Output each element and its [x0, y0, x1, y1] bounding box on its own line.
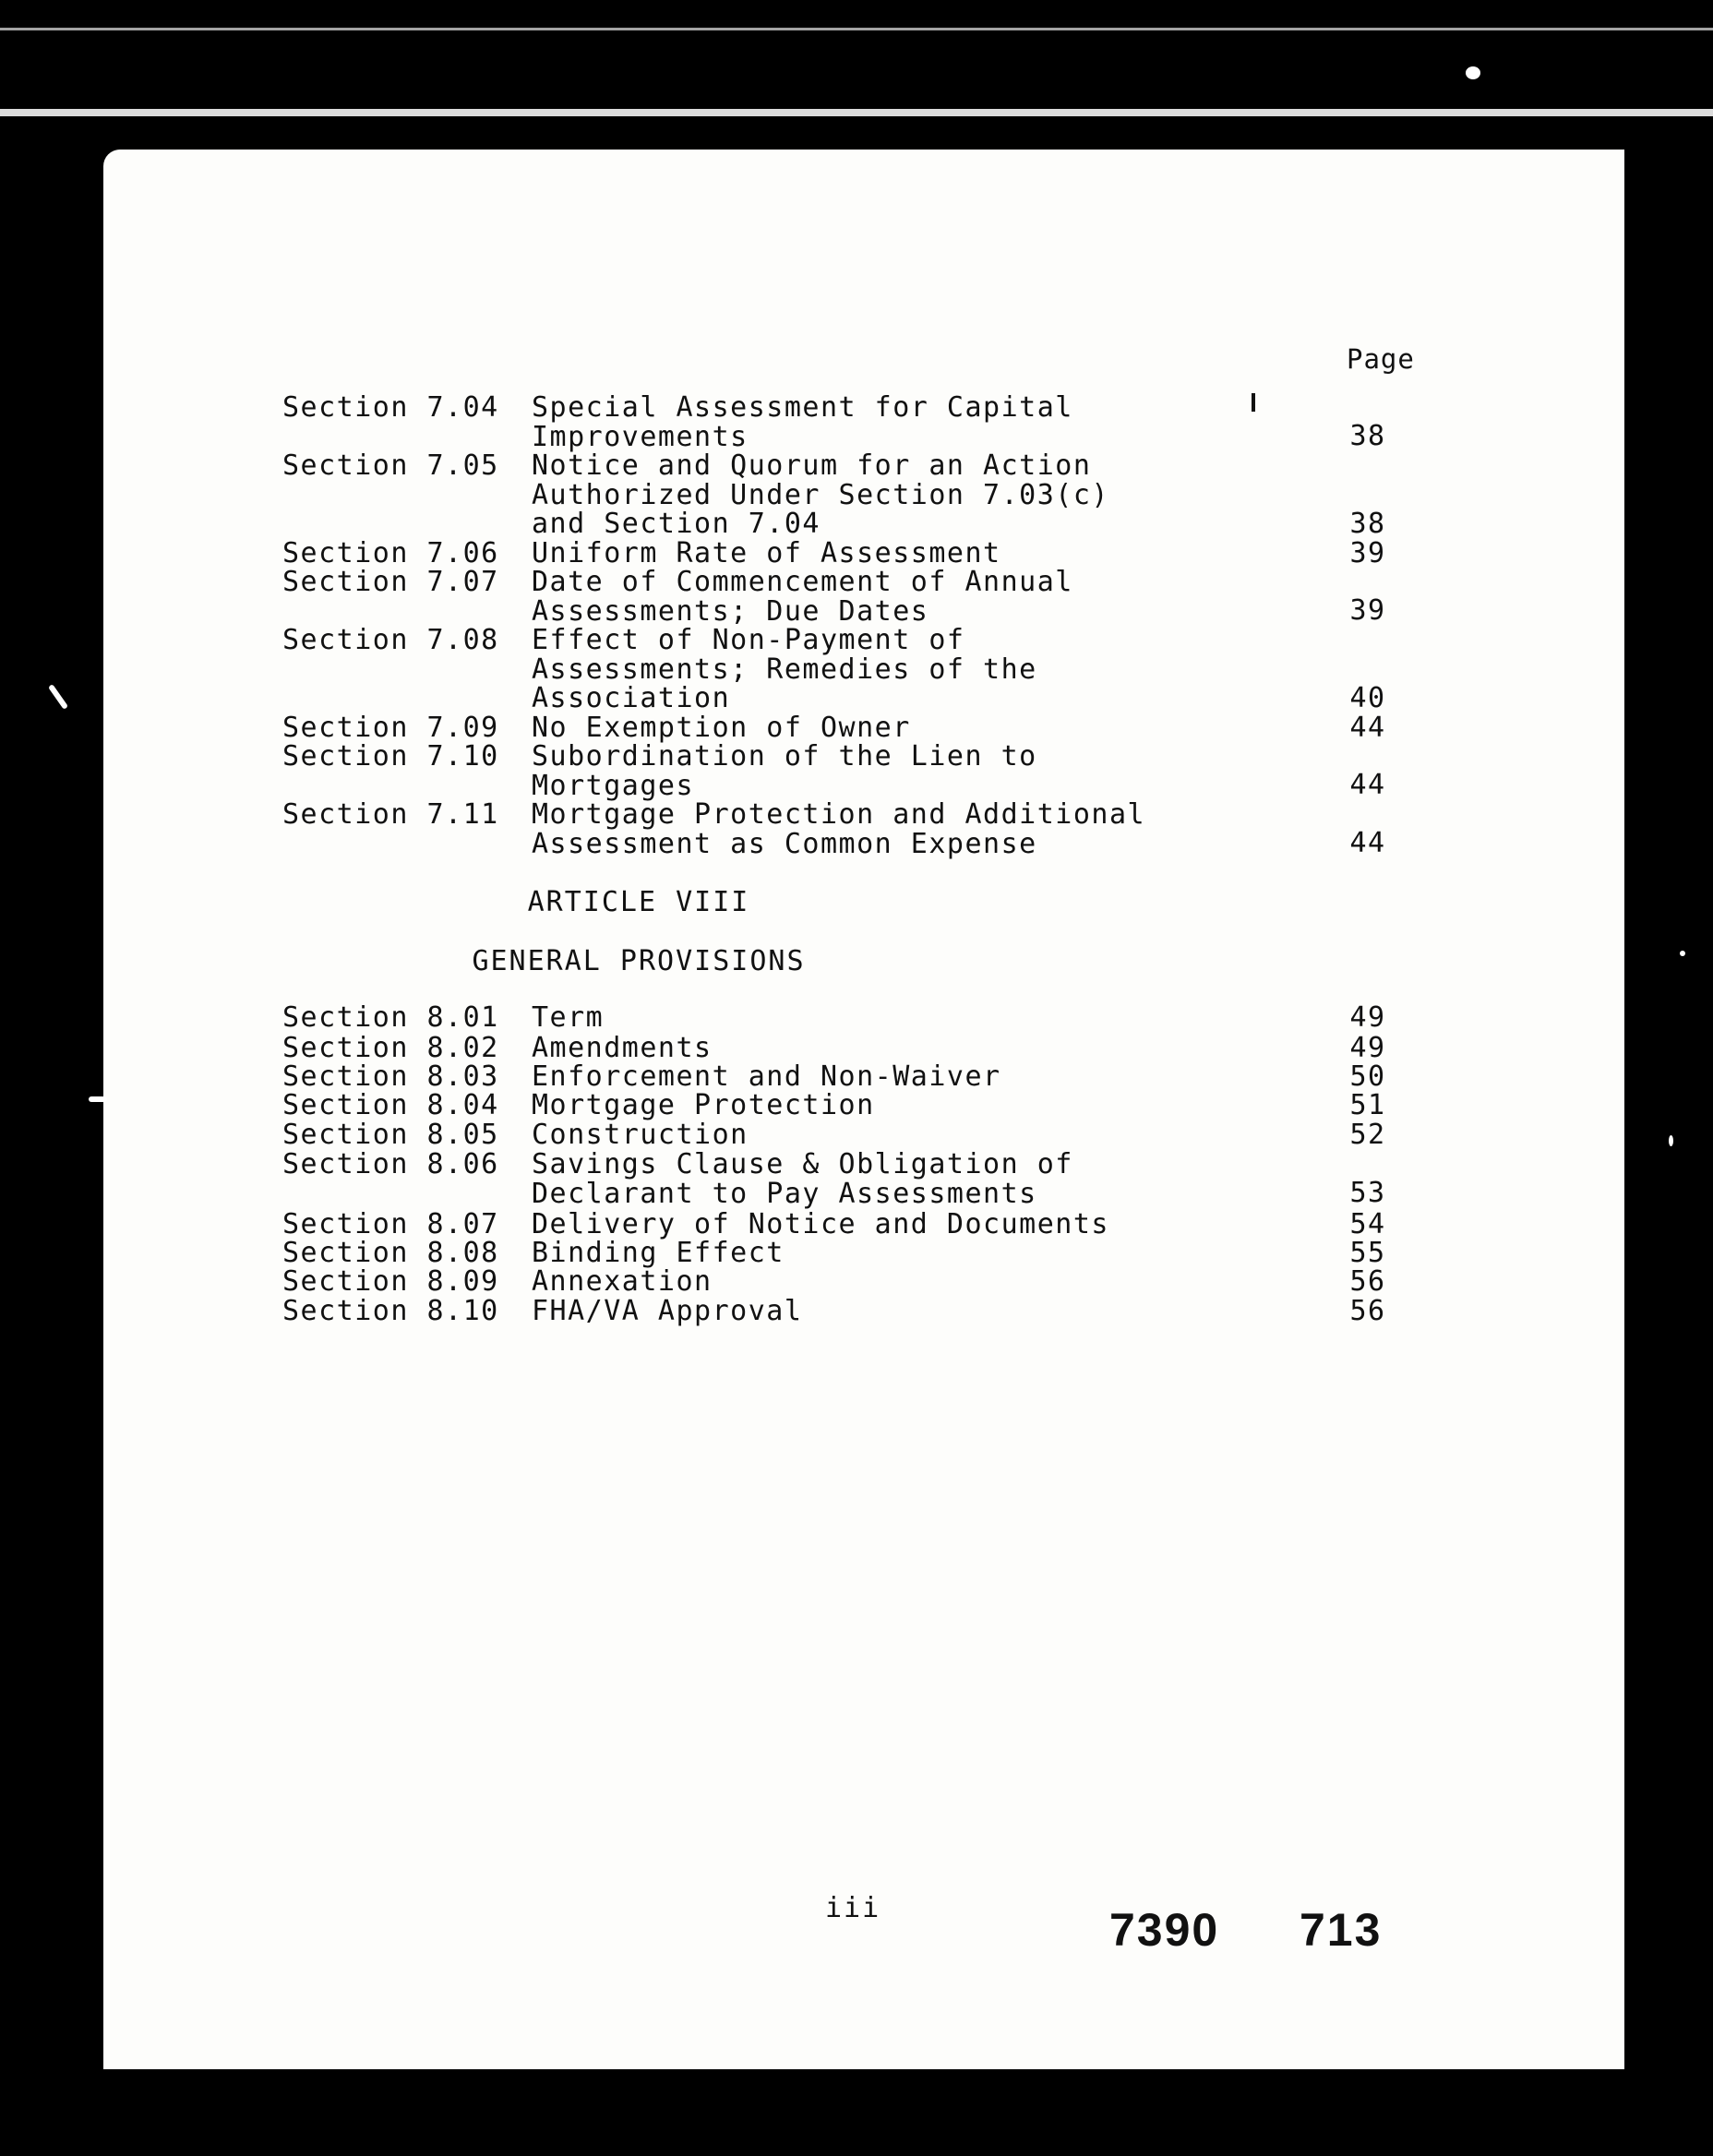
scan-speck	[1466, 66, 1480, 79]
scan-speck	[1669, 1135, 1673, 1146]
article-heading: ARTICLE VIII	[527, 886, 750, 918]
section-number: Section 7.08	[282, 624, 499, 656]
section-number: Section 8.04	[282, 1089, 499, 1121]
section-number: Section 8.08	[282, 1237, 499, 1269]
section-title: Delivery of Notice and Documents	[532, 1208, 1109, 1240]
section-title: No Exemption of Owner	[532, 712, 911, 744]
section-title: Effect of Non-Payment of Assessments; Remedies of the Association	[532, 624, 1037, 714]
section-number: Section 7.09	[282, 712, 499, 744]
scan-streak	[0, 109, 1713, 116]
section-number: Section 7.06	[282, 537, 499, 569]
scan-streak	[0, 28, 1713, 30]
section-number: Section 8.06	[282, 1148, 499, 1180]
page-number: 44	[1349, 827, 1386, 859]
section-title: Savings Clause & Obligation of Declarant to Pay Assessments	[532, 1148, 1073, 1210]
stamp-number: 713	[1300, 1904, 1383, 1956]
section-title: Uniform Rate of Assessment	[532, 537, 1001, 569]
section-title: Date of Commencement of Annual Assessments; Due Dates	[532, 566, 1073, 628]
section-title: Mortgage Protection and Additional Assessment as Common Expense	[532, 798, 1146, 860]
folio-number: iii	[825, 1892, 881, 1924]
page-number: 52	[1349, 1119, 1386, 1151]
section-title: Annexation	[532, 1265, 713, 1298]
page-number: 55	[1349, 1237, 1386, 1269]
section-number: Section 8.01	[282, 1001, 499, 1034]
section-title: Special Assessment for Capital Improvements	[532, 391, 1073, 453]
page-number: 49	[1349, 1032, 1386, 1064]
document-page	[103, 150, 1624, 2069]
scan-speck	[89, 1096, 107, 1102]
page-number: 50	[1349, 1060, 1386, 1093]
page-number: 56	[1349, 1265, 1386, 1298]
section-title: Amendments	[532, 1032, 713, 1064]
section-number: Section 8.10	[282, 1295, 499, 1327]
section-title: Construction	[532, 1119, 749, 1151]
section-number: Section 7.04	[282, 391, 499, 424]
page-column-label: Page	[1347, 343, 1415, 375]
page-number: 40	[1349, 682, 1386, 714]
page-number: 51	[1349, 1089, 1386, 1121]
page-number: 39	[1349, 594, 1386, 627]
section-number: Section 8.05	[282, 1119, 499, 1151]
section-number: Section 7.07	[282, 566, 499, 598]
page-number: 44	[1349, 712, 1386, 744]
section-number: Section 8.02	[282, 1032, 499, 1064]
scan-speck	[1680, 951, 1685, 956]
stamp-number: 7390	[1109, 1904, 1220, 1956]
page-number: 53	[1349, 1177, 1386, 1209]
page-number: 56	[1349, 1295, 1386, 1327]
section-number: Section 7.10	[282, 740, 499, 773]
section-number: Section 7.05	[282, 449, 499, 482]
section-title: Term	[532, 1001, 605, 1034]
section-number: Section 8.09	[282, 1265, 499, 1298]
section-number: Section 7.11	[282, 798, 499, 831]
section-title: Subordination of the Lien to Mortgages	[532, 740, 1037, 802]
section-title: Binding Effect	[532, 1237, 785, 1269]
scan-speck	[48, 684, 68, 710]
margin-mark	[1252, 393, 1255, 412]
page-number: 39	[1349, 537, 1386, 569]
article-subheading: GENERAL PROVISIONS	[472, 945, 806, 977]
section-title: Enforcement and Non-Waiver	[532, 1060, 1001, 1093]
section-title: Notice and Quorum for an Action Authorized Under Section 7.03(c) and Section 7.04	[532, 449, 1109, 540]
page-number: 38	[1349, 420, 1386, 452]
page-number: 38	[1349, 508, 1386, 540]
section-number: Section 8.03	[282, 1060, 499, 1093]
page-number: 49	[1349, 1001, 1386, 1034]
section-title: Mortgage Protection	[532, 1089, 875, 1121]
page-number: 54	[1349, 1208, 1386, 1240]
section-number: Section 8.07	[282, 1208, 499, 1240]
page-number: 44	[1349, 769, 1386, 801]
section-title: FHA/VA Approval	[532, 1295, 803, 1327]
